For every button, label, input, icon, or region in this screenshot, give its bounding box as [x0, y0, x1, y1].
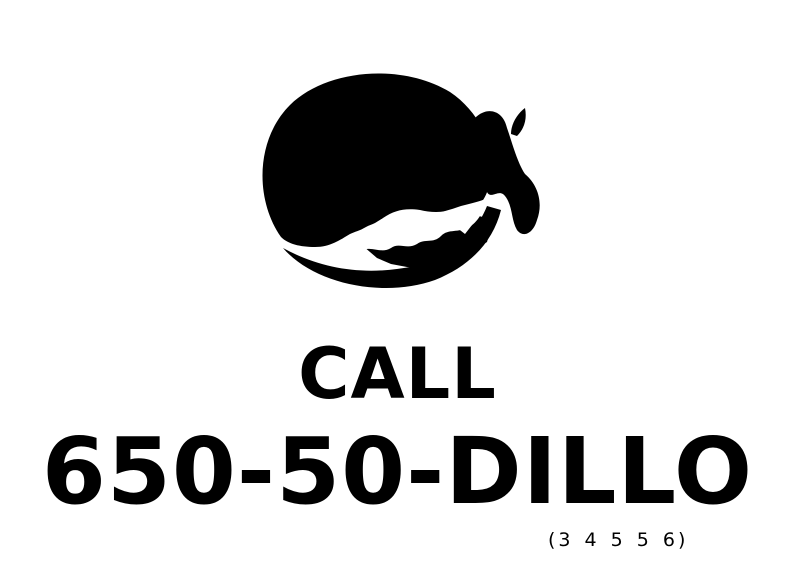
armadillo-logo-icon [255, 70, 555, 320]
phone-number: 650-50-DILLO [41, 418, 754, 525]
armadillo-ear [511, 108, 526, 136]
call-heading: CALL [298, 333, 497, 415]
phone-digits-note: (3 4 5 5 6) [548, 529, 689, 551]
